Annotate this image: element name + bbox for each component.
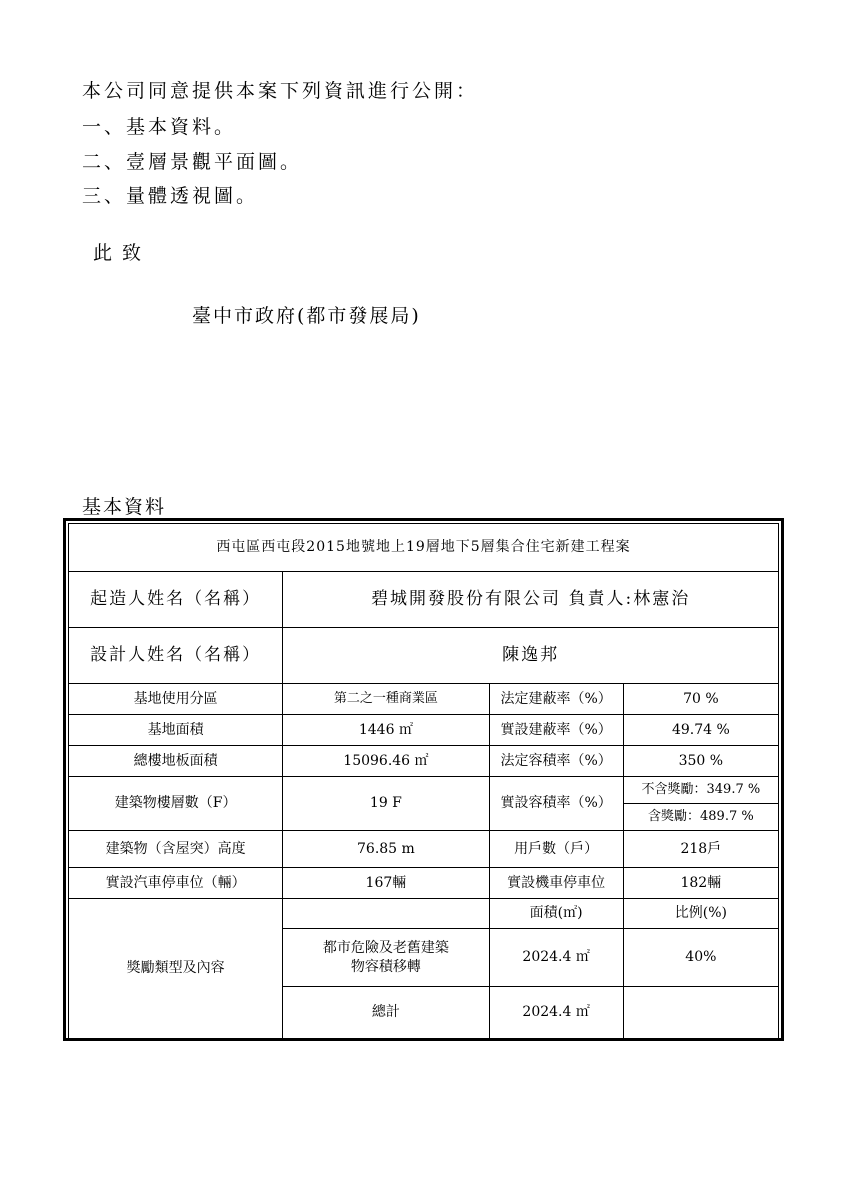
bonus-ratio-header: 比例(%) [623,899,778,929]
actual-coverage-label: 實設建蔽率（%） [489,715,623,746]
salutation: 此致 [93,242,152,264]
bonus-total-ratio [623,987,778,1039]
legal-coverage-label: 法定建蔽率（%） [489,684,623,715]
table-row [69,715,779,746]
actual-coverage-value: 49.74 % [623,715,778,746]
table-row [69,746,779,777]
designer-label: 設計人姓名（名稱） [69,628,283,684]
legal-coverage-value: 70 % [623,684,778,715]
site-area-label: 基地面積 [69,715,283,746]
zoning-label: 基地使用分區 [69,684,283,715]
floors-value: 19 F [283,777,489,831]
bonus-item-name: 都市危險及老舊建築物容積移轉 [283,929,489,987]
far-incl-bonus: 含獎勵：489.7 % [623,804,778,831]
table-row [69,628,779,684]
floor-area-label: 總樓地板面積 [69,746,283,777]
far-excl-bonus: 不含獎勵：349.7 % [623,777,778,804]
floor-area-value: 15096.46 ㎡ [283,746,489,777]
applicant-value: 碧城開發股份有限公司 負責人:林憲治 [283,572,779,628]
bonus-total-area: 2024.4 ㎡ [489,987,623,1039]
car-parking-label: 實設汽車停車位（輛） [69,868,283,899]
bonus-area-header: 面積(㎡) [489,899,623,929]
zoning-value: 第二之一種商業區 [283,684,489,715]
table-row [69,899,779,929]
table-row [69,777,779,804]
applicant-label: 起造人姓名（名稱） [69,572,283,628]
height-label: 建築物（含屋突）高度 [69,831,283,868]
moto-parking-value: 182輛 [623,868,778,899]
actual-far-label: 實設容積率（%） [489,777,623,831]
project-title: 西屯區西屯段2015地號地上19層地下5層集合住宅新建工程案 [69,524,779,572]
table-row [69,684,779,715]
units-value: 218戶 [623,831,778,868]
car-parking-value: 167輛 [283,868,489,899]
site-area-value: 1446 ㎡ [283,715,489,746]
bonus-blank-header [283,899,489,929]
letter-line-2: 一、基本資料。 [82,116,237,138]
table-row [69,868,779,899]
designer-value: 陳逸邦 [283,628,779,684]
table-row [69,831,779,868]
recipient: 臺中市政府(都市發展局) [192,305,421,327]
table-row [69,524,779,572]
floors-label: 建築物樓層數（F） [69,777,283,831]
table-row [69,572,779,628]
basic-info-table-frame [63,518,784,1041]
bonus-total-label: 總計 [283,987,489,1039]
letter-line-1: 本公司同意提供本案下列資訊進行公開： [82,80,479,102]
units-label: 用戶數（戶） [489,831,623,868]
legal-far-value: 350 % [623,746,778,777]
bonus-item-ratio: 40% [623,929,778,987]
letter-line-3: 二、壹層景觀平面圖。 [82,151,303,173]
bonus-label: 獎勵類型及內容 [69,899,283,1039]
section-title: 基本資料 [82,496,167,518]
height-value: 76.85 m [283,831,489,868]
bonus-item-area: 2024.4 ㎡ [489,929,623,987]
basic-info-table [68,523,779,1039]
legal-far-label: 法定容積率（%） [489,746,623,777]
moto-parking-label: 實設機車停車位 [489,868,623,899]
letter-line-4: 三、量體透視圖。 [82,185,259,207]
